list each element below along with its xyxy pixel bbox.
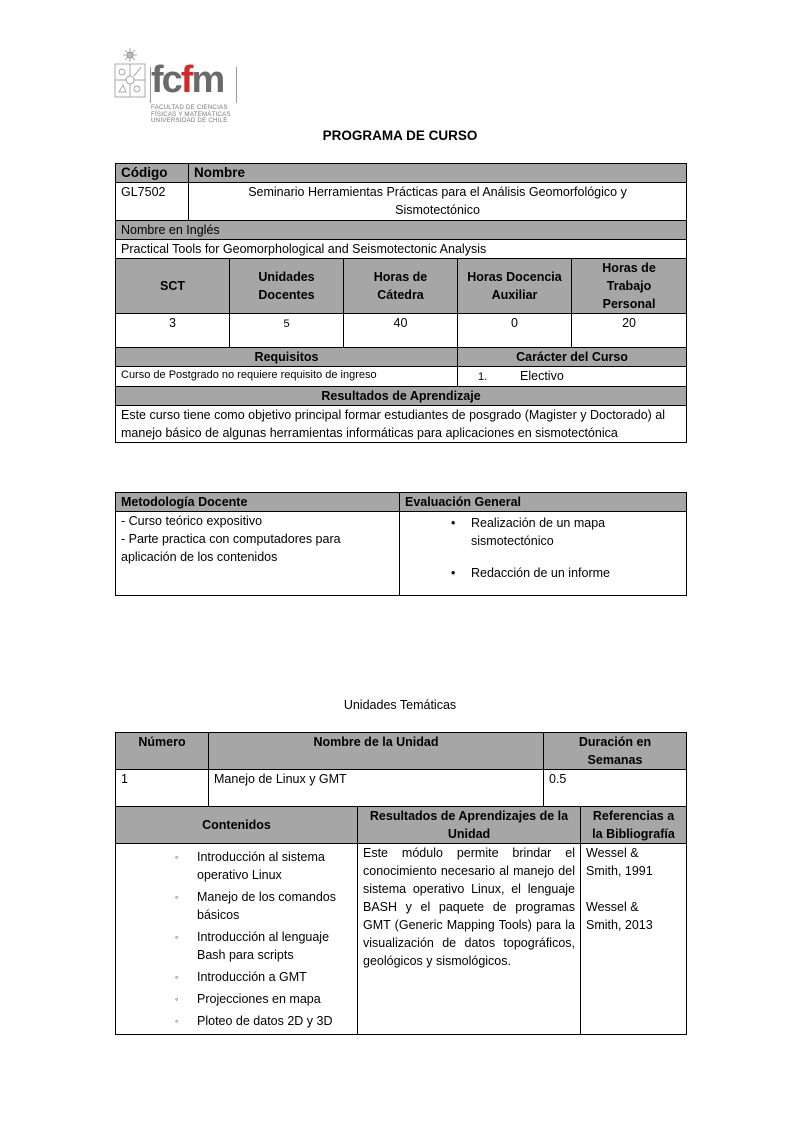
learning-outcomes-text: Este curso tiene como objetivo principal formar estudiantes de posgrado (Magister y Doctorado) al manejo básico de algunas herramientas informáticas para aplicaciones en sismotectónica xyxy=(116,406,687,443)
list-item: ◦ Manejo de los comandos básicos xyxy=(175,888,352,924)
contents-label: Contenidos xyxy=(116,807,358,844)
requirements-value: Curso de Postgrado no requiere requisito de ingreso xyxy=(116,367,458,387)
character-text: Electivo xyxy=(520,369,564,383)
table-row xyxy=(116,387,687,406)
unit-number: 1 xyxy=(116,770,209,807)
table-row xyxy=(116,183,687,221)
logo-subtitle: FACULTAD DE CIENCIAS FÍSICAS Y MATEMÁTICAS UNIVERSIDAD DE CHILE xyxy=(151,104,231,125)
contents-list xyxy=(121,844,352,1030)
character-label: Carácter del Curso xyxy=(458,348,687,367)
reference-item: Wessel & Smith, 1991 xyxy=(586,846,653,878)
units-table xyxy=(115,732,687,1035)
table-row xyxy=(116,733,687,770)
personal-hours-value: 20 xyxy=(572,314,687,348)
number-label: Número xyxy=(116,733,209,770)
units-value: 5 xyxy=(230,314,344,348)
table-row xyxy=(116,314,687,348)
character-value xyxy=(458,367,687,387)
character-number: 1. xyxy=(478,371,488,383)
logo-wordmark: fcfm xyxy=(151,59,224,101)
learning-outcomes-label: Resultados de Aprendizaje xyxy=(116,387,687,406)
name-label: Nombre xyxy=(189,164,687,183)
contents-cell xyxy=(116,844,358,1035)
methodology-table xyxy=(115,492,687,596)
page-title: PROGRAMA DE CURSO xyxy=(322,128,478,143)
english-name: Practical Tools for Geomorphological and Seismotectonic Analysis xyxy=(116,240,687,259)
unit-name-label: Nombre de la Unidad xyxy=(209,733,544,770)
unit-outcomes-label: Resultados de Aprendizajes de la Unidad xyxy=(358,807,581,844)
unit-name: Manejo de Linux y GMT xyxy=(209,770,544,807)
evaluation-label: Evaluación General xyxy=(400,493,687,512)
evaluation-list xyxy=(405,512,681,582)
units-header: Unidades Docentes xyxy=(230,259,344,314)
list-item: ◦ Projecciones en mapa xyxy=(175,990,352,1008)
table-row xyxy=(116,259,687,314)
table-row xyxy=(116,367,687,387)
sct-value: 3 xyxy=(116,314,230,348)
course-code: GL7502 xyxy=(116,183,189,221)
methodology-content xyxy=(116,512,400,596)
table-row xyxy=(116,240,687,259)
references-cell xyxy=(581,844,687,1035)
list-item: • Redacción de un informe xyxy=(451,564,681,582)
unit-duration: 0.5 xyxy=(544,770,687,807)
requirements-label: Requisitos xyxy=(116,348,458,367)
units-section-title: Unidades Temáticas xyxy=(343,698,457,712)
table-row xyxy=(116,770,687,807)
table-row xyxy=(116,221,687,240)
unit-outcomes-text: Este módulo permite brindar el conocimiento necesario al manejo del sistema operativo Linux, el lenguaje BASH y el paquete de programas GMT (Generic Mapping Tools) para la visualización de datos topográficos, geológicos y sismológicos. xyxy=(358,844,581,1035)
list-item: ◦ Introducción al lenguaje Bash para scripts xyxy=(175,928,352,964)
code-label: Código xyxy=(116,164,189,183)
table-row xyxy=(116,493,687,512)
table-row xyxy=(116,348,687,367)
aux-hours-header: Horas Docencia Auxiliar xyxy=(458,259,572,314)
course-info-table xyxy=(115,163,687,443)
list-item: • Realización de un mapa sismotectónico xyxy=(451,514,681,550)
fcfm-logo xyxy=(113,47,243,131)
logo-divider xyxy=(236,67,237,103)
table-row xyxy=(116,406,687,443)
lecture-hours-header: Horas de Cátedra xyxy=(344,259,458,314)
methodology-line: - Parte practica con computadores para aplicación de los contenidos xyxy=(121,532,341,564)
duration-label: Duración en Semanas xyxy=(544,733,687,770)
list-item: ◦ Ploteo de datos 2D y 3D xyxy=(175,1012,352,1030)
personal-hours-header: Horas de Trabajo Personal xyxy=(572,259,687,314)
methodology-line: - Curso teórico expositivo xyxy=(121,514,263,528)
reference-item: Wessel & Smith, 2013 xyxy=(586,900,653,932)
sct-header: SCT xyxy=(116,259,230,314)
course-name: Seminario Herramientas Prácticas para el Análisis Geomorfológico y Sismotectónico xyxy=(189,183,687,221)
lecture-hours-value: 40 xyxy=(344,314,458,348)
university-crest-icon xyxy=(113,47,147,99)
table-row xyxy=(116,807,687,844)
table-row xyxy=(116,512,687,596)
table-row xyxy=(116,164,687,183)
methodology-label: Metodología Docente xyxy=(116,493,400,512)
aux-hours-value: 0 xyxy=(458,314,572,348)
list-item: ◦ Introducción al sistema operativo Linux xyxy=(175,848,352,884)
list-item: ◦ Introducción a GMT xyxy=(175,968,352,986)
evaluation-content xyxy=(400,512,687,596)
table-row xyxy=(116,844,687,1035)
english-name-label: Nombre en Inglés xyxy=(116,221,687,240)
references-label: Referencias a la Bibliografía xyxy=(581,807,687,844)
